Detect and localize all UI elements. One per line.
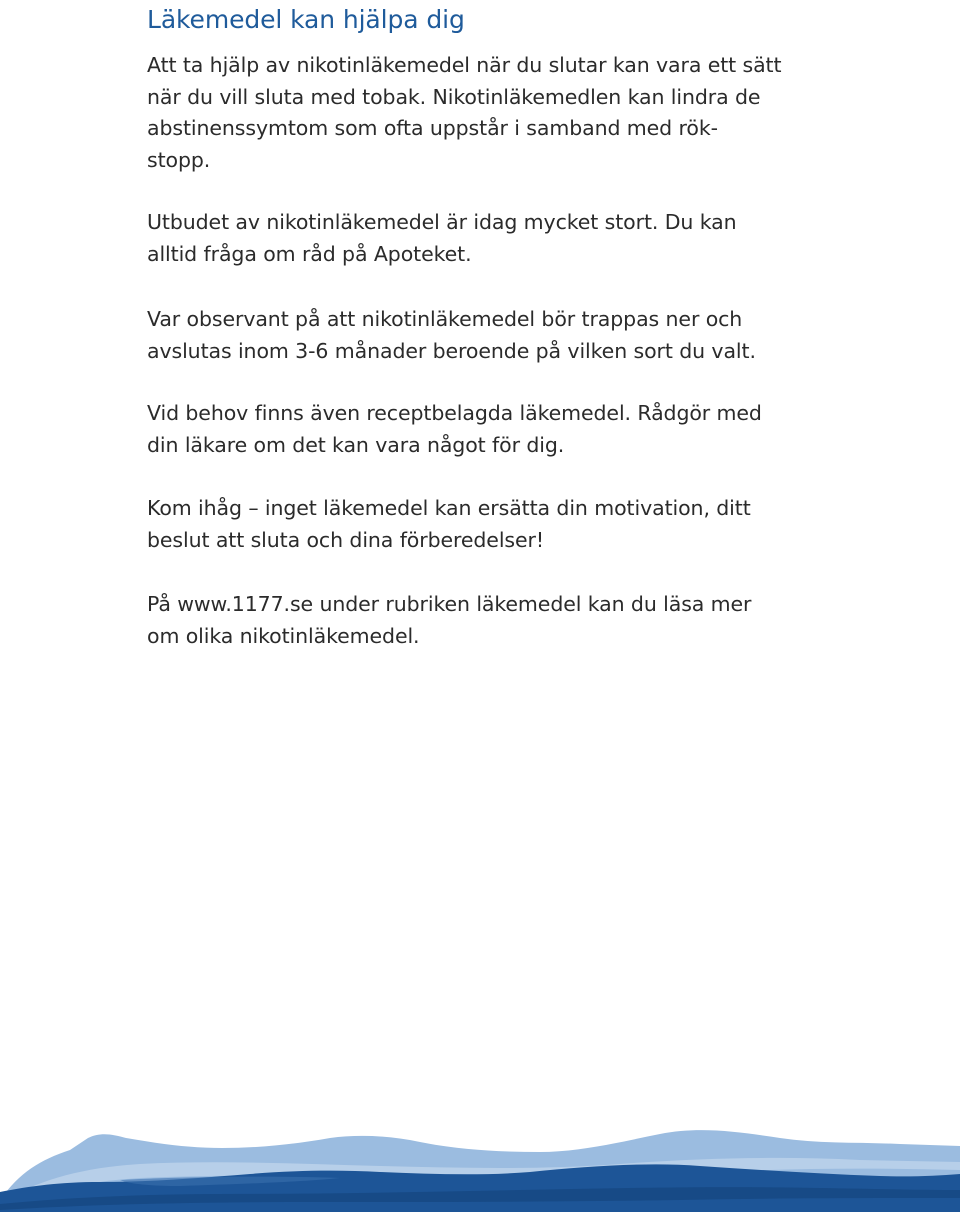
paragraph-line: Kom ihåg – inget läkemedel kan ersätta din motivation, ditt [147, 496, 751, 520]
paragraph-line: Vid behov finns även receptbelagda läkemedel. Rådgör med [147, 401, 762, 425]
paragraph-line: din läkare om det kan vara något för dig. [147, 432, 565, 457]
paragraph-line: abstinenssymtom som ofta uppstår i samband med rök- [147, 116, 718, 140]
paragraph-line: På www.1177.se under rubriken läkemedel kan du läsa mer [147, 592, 752, 616]
paragraph-line: beslut att sluta och dina förberedelser! [147, 527, 544, 552]
paragraph-line: avslutas inom 3-6 månader beroende på vilken sort du valt. [147, 338, 756, 363]
paragraph-line: om olika nikotinläkemedel. [147, 623, 420, 648]
paragraph-line: Att ta hjälp av nikotinläkemedel när du slutar kan vara ett sätt [147, 53, 782, 77]
paragraph-line: Utbudet av nikotinläkemedel är idag mycket stort. Du kan [147, 210, 737, 234]
document-body [147, 0, 847, 648]
paragraph-prescription [147, 398, 762, 461]
paragraph-supply [147, 207, 736, 270]
paragraph-website [147, 589, 751, 652]
paragraph-line: Var observant på att nikotinläkemedel bör trappas ner och [147, 307, 743, 331]
paragraph-line: när du vill sluta med tobak. Nikotinläkemedlen kan lindra de [147, 84, 761, 109]
paragraph-tapering [147, 304, 756, 367]
paragraph-line: stopp. [147, 147, 211, 172]
paragraph-motivation [147, 493, 751, 556]
page-title: Läkemedel kan hjälpa dig [147, 5, 465, 34]
decorative-wave-brush-strokes [0, 1052, 960, 1212]
paragraph-line: alltid fråga om råd på Apoteket. [147, 241, 472, 266]
paragraph-intro [147, 50, 781, 176]
